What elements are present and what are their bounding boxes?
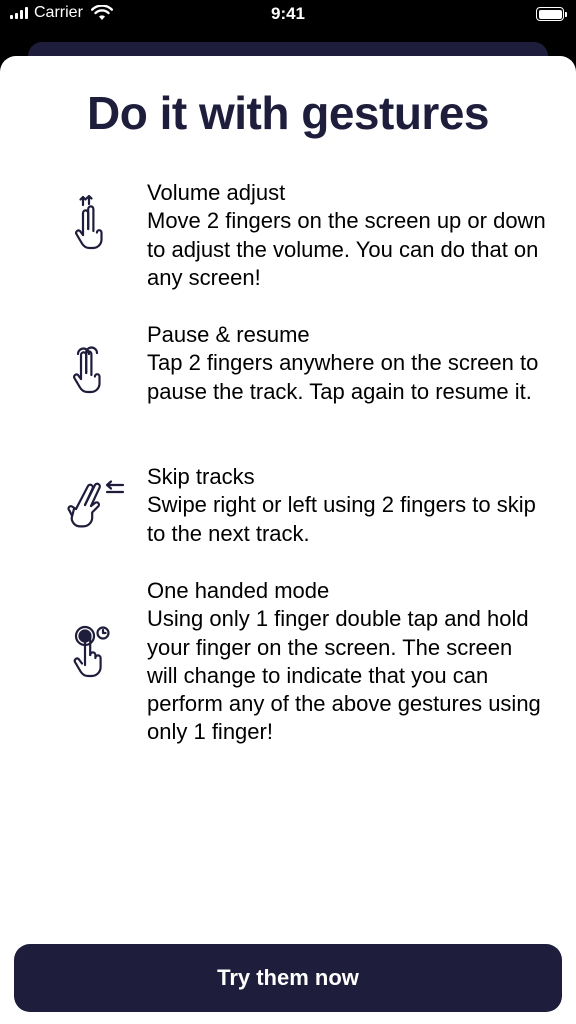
gesture-description: Using only 1 finger double tap and hold your finger on the screen. The screen will change to indicate that you can perform any of the above gestures using only 1 finger! (147, 606, 541, 745)
status-time: 9:41 (270, 4, 306, 23)
gesture-text (147, 179, 547, 292)
gesture-text (147, 463, 547, 548)
status-bar (0, 0, 576, 30)
gesture-description: Swipe right or left using 2 fingers to skip to the next track. (147, 492, 536, 546)
gesture-description: Move 2 fingers on the screen up or down to adjust the volume. You can do that on any screen! (147, 208, 546, 290)
gesture-description: Tap 2 fingers anywhere on the screen to pause the track. Tap again to resume it. (147, 350, 539, 404)
battery-icon (536, 7, 564, 21)
two-finger-swipe-up-icon (62, 195, 126, 259)
gestures-sheet (0, 56, 576, 1024)
gesture-title: Pause & resume (147, 322, 310, 347)
gesture-text (147, 577, 547, 747)
gesture-title: One handed mode (147, 578, 330, 603)
gesture-title: Skip tracks (147, 464, 255, 489)
gesture-title: Volume adjust (147, 180, 286, 205)
two-finger-swipe-horizontal-icon (62, 475, 126, 539)
try-them-now-button[interactable]: Try them now (14, 944, 562, 1012)
two-finger-tap-icon (62, 341, 126, 405)
one-finger-hold-icon (62, 625, 126, 689)
carrier-name: Carrier (34, 4, 83, 21)
sheet-title: Do it with gestures (87, 87, 489, 139)
gesture-text (147, 321, 547, 406)
